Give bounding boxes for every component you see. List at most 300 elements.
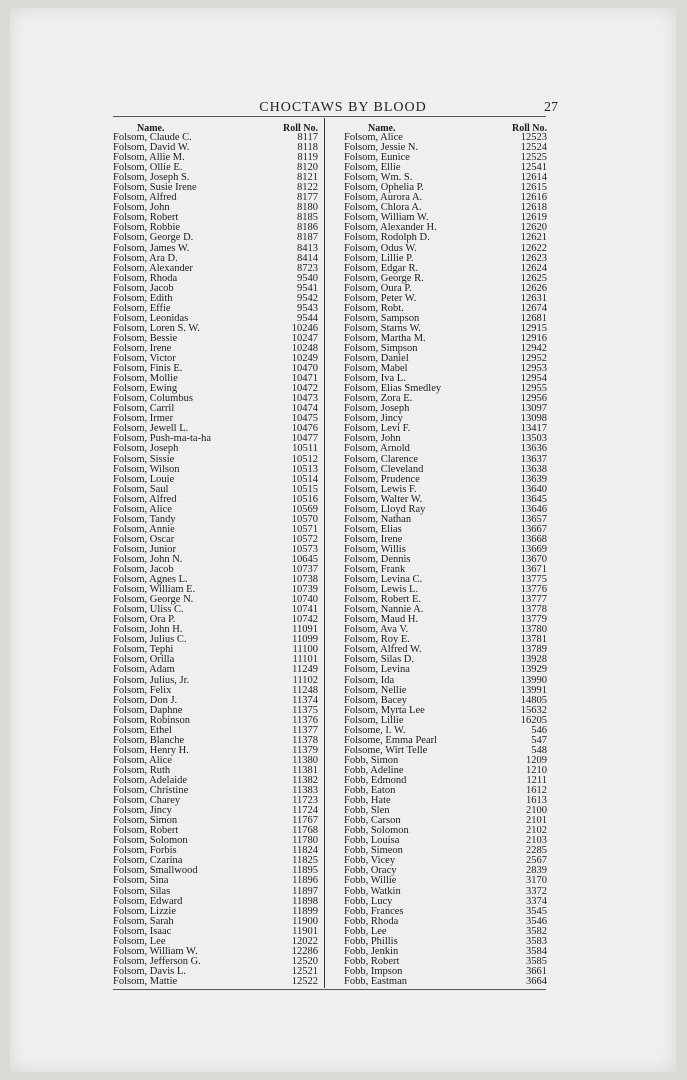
person-name: Folsom, George R.	[344, 272, 424, 284]
person-name: Folsom, Julius, Jr.	[113, 674, 190, 686]
roll-number: 546	[531, 724, 547, 736]
roll-number: 16205	[520, 714, 547, 726]
person-name: Folsom, Nathan	[344, 513, 412, 525]
list-item	[113, 977, 320, 987]
roll-number: 12619	[520, 212, 547, 224]
roll-number: 13780	[520, 624, 547, 636]
person-name: Folsom, Roy E.	[344, 634, 410, 646]
roll-number: 13636	[520, 443, 547, 455]
roll-number: 10570	[291, 513, 318, 525]
roll-number: 11249	[292, 664, 318, 676]
roll-number: 1211	[526, 775, 547, 786]
roll-number: 3545	[526, 905, 547, 917]
roll-number: 10249	[291, 353, 318, 365]
person-name: Folsom, Maud H.	[344, 614, 419, 626]
roll-number: 12942	[520, 342, 547, 354]
person-name: Folsom, Lillie P.	[344, 252, 414, 264]
roll-number: 11379	[292, 744, 318, 756]
roll-number: 3582	[526, 925, 547, 937]
person-name: Folsom, Eunice	[344, 152, 410, 164]
roll-number: 3585	[526, 955, 547, 967]
roll-header: Roll No.	[512, 123, 547, 134]
roll-number: 12623	[520, 252, 547, 264]
person-name: Folsom, Prudence	[344, 473, 420, 485]
person-name: Folsom, Ora P.	[113, 614, 176, 626]
roll-number: 12522	[291, 975, 318, 987]
roll-number: 10472	[291, 383, 318, 395]
roll-number: 13097	[520, 403, 547, 415]
person-name: Folsom, Tandy	[113, 513, 176, 525]
person-name: Folsom, Joseph	[344, 403, 410, 415]
roll-number: 10515	[291, 483, 318, 495]
person-name: Folsom, Levina C.	[344, 574, 423, 586]
person-name: Folsom, Orilla	[113, 654, 175, 666]
person-name: Folsom, David W.	[113, 142, 190, 154]
roll-number: 2101	[526, 815, 547, 827]
roll-number: 8180	[297, 202, 318, 214]
name-header: Name.	[137, 123, 165, 134]
right-roll-list	[344, 133, 549, 987]
person-name: Folsom, Ruth	[113, 764, 171, 776]
roll-number: 8121	[297, 172, 318, 184]
roll-number: 1210	[526, 764, 547, 776]
person-name: Fobb, Phillis	[344, 935, 398, 947]
roll-number: 11375	[292, 704, 318, 716]
roll-number: 11383	[292, 785, 318, 797]
person-name: Folsom, John N.	[113, 553, 183, 565]
roll-number: 12681	[520, 312, 547, 324]
roll-number: 3661	[526, 965, 547, 977]
person-name: Folsom, Solomon	[113, 835, 188, 847]
person-name: Folsom, Alexander	[113, 262, 193, 274]
list-item	[344, 233, 549, 243]
roll-number: 13637	[520, 453, 547, 465]
roll-number: 12286	[291, 945, 318, 957]
person-name: Folsom, Oscar	[113, 533, 175, 545]
roll-number: 11724	[292, 805, 318, 817]
roll-number: 11378	[292, 734, 318, 746]
person-name: Folsom, Bacey	[344, 694, 407, 706]
person-name: Folsom, Carril	[113, 403, 175, 415]
roll-number: 2102	[526, 825, 547, 837]
person-name: Folsom, Simpson	[344, 342, 418, 354]
person-name: Folsome, Wirt Telle	[344, 744, 428, 756]
roll-number: 11767	[292, 815, 318, 827]
roll-number: 13669	[520, 543, 547, 555]
person-name: Folsom, Nannie A.	[344, 604, 424, 616]
roll-number: 10516	[291, 493, 318, 505]
roll-number: 9543	[297, 302, 318, 314]
person-name: Folsom, Forbis	[113, 845, 177, 857]
person-name: Folsom, Sina	[113, 875, 169, 887]
person-name: Folsom, Jacob	[113, 564, 174, 576]
person-name: Fobb, Jenkin	[344, 945, 399, 957]
bottom-rule	[113, 989, 546, 990]
roll-number: 10572	[291, 533, 318, 545]
person-name: Fobb, Robert	[344, 955, 400, 967]
person-name: Folsom, Rodolph D.	[344, 232, 430, 244]
roll-number: 11091	[292, 624, 318, 636]
person-name: Folsom, Daphne	[113, 704, 183, 716]
roll-number: 12956	[520, 393, 547, 405]
person-name: Fobb, Vicey	[344, 855, 396, 867]
person-name: Folsom, Alice	[344, 132, 403, 143]
roll-number: 11382	[292, 775, 318, 786]
roll-number: 3170	[526, 875, 547, 887]
person-name: Folsom, Felix	[113, 684, 172, 696]
person-name: Folsom, Charey	[113, 795, 181, 807]
person-name: Folsom, Lloyd Ray	[344, 503, 426, 515]
roll-number: 10512	[291, 453, 318, 465]
roll-number: 11895	[292, 865, 318, 877]
roll-number: 2100	[526, 805, 547, 817]
roll-number: 11100	[292, 644, 318, 656]
roll-number: 12674	[520, 302, 547, 314]
person-name: Folsom, Mabel	[344, 363, 408, 375]
roll-number: 13667	[520, 523, 547, 535]
person-name: Folsom, Willis	[344, 543, 406, 555]
roll-number: 10246	[291, 322, 318, 334]
roll-number: 12525	[520, 152, 547, 164]
roll-number: 3583	[526, 935, 547, 947]
roll-number: 11780	[292, 835, 318, 847]
person-name: Fobb, Frances	[344, 905, 404, 917]
roll-number: 10477	[291, 433, 318, 445]
roll-number: 11376	[292, 714, 318, 726]
roll-number: 12622	[520, 242, 547, 254]
person-name: Folsom, Agnes L.	[113, 574, 188, 586]
roll-number: 8187	[297, 232, 318, 244]
roll-number: 10739	[291, 584, 318, 596]
person-name: Folsom, Blanche	[113, 734, 185, 746]
roll-number: 11897	[292, 885, 318, 897]
roll-number: 3664	[526, 975, 547, 987]
roll-number: 13775	[520, 574, 547, 586]
person-name: Folsom, George D.	[113, 232, 194, 244]
roll-number: 10475	[291, 413, 318, 425]
person-name: Fobb, Simeon	[344, 845, 403, 857]
person-name: Folsom, Edgar R.	[344, 262, 419, 274]
page-number: 27	[544, 100, 558, 115]
right-column	[344, 123, 549, 987]
person-name: Folsom, Odus W.	[344, 242, 417, 254]
roll-number: 11896	[292, 875, 318, 887]
person-name: Folsom, Irmer	[113, 413, 174, 425]
roll-number: 11102	[292, 674, 318, 686]
person-name: Folsom, Loren S. W.	[113, 322, 200, 334]
roll-number: 13639	[520, 473, 547, 485]
person-name: Folsom, Robert E.	[344, 594, 422, 606]
person-name: Folsom, Leonidas	[113, 312, 189, 324]
roll-number: 10474	[291, 403, 318, 415]
roll-number: 13670	[520, 553, 547, 565]
roll-number: 12614	[520, 172, 547, 184]
roll-number: 8413	[297, 242, 318, 254]
person-name: Folsom, Jessie N.	[344, 142, 419, 154]
roll-number: 8118	[297, 142, 318, 154]
person-name: Folsom, Adelaide	[113, 775, 188, 786]
roll-number: 547	[531, 734, 547, 746]
person-name: Folsom, Jacob	[113, 282, 174, 294]
roll-number: 10470	[291, 363, 318, 375]
document-page	[10, 8, 676, 1072]
person-name: Folsom, Victor	[113, 353, 176, 365]
person-name: Folsom, William W.	[344, 212, 429, 224]
person-name: Folsom, Lewis F.	[344, 483, 417, 495]
person-name: Folsom, Christine	[113, 785, 189, 797]
person-name: Folsom, Levina	[344, 664, 410, 676]
person-name: Folsom, Clarence	[344, 453, 419, 465]
roll-number: 12626	[520, 282, 547, 294]
person-name: Folsom, Allie M.	[113, 152, 185, 164]
person-name: Folsom, Ida	[344, 674, 395, 686]
person-name: Folsom, Robert	[113, 825, 179, 837]
person-name: Fobb, Lee	[344, 925, 387, 937]
person-name: Folsom, Mollie	[113, 373, 178, 385]
roll-number: 9540	[297, 272, 318, 284]
left-column	[113, 123, 320, 987]
person-name: Folsom, Alfred	[113, 493, 177, 505]
left-roll-list	[113, 133, 320, 987]
roll-number: 8177	[297, 192, 318, 204]
roll-number: 13990	[520, 674, 547, 686]
page-title: CHOCTAWS BY BLOOD	[259, 100, 427, 115]
roll-number: 10737	[291, 564, 318, 576]
column-divider	[324, 118, 325, 988]
roll-number: 13098	[520, 413, 547, 425]
person-name: Folsom, Jincy	[113, 805, 172, 817]
roll-number: 8119	[297, 152, 318, 164]
person-name: Fobb, Eastman	[344, 975, 407, 987]
person-name: Folsom, Lee	[113, 935, 166, 947]
person-name: Folsom, William E.	[113, 584, 196, 596]
person-name: Folsom, Sissie	[113, 453, 175, 465]
roll-number: 11899	[292, 905, 318, 917]
roll-number: 548	[531, 744, 547, 756]
person-name: Folsom, Aurora A.	[344, 192, 423, 204]
list-item	[344, 977, 549, 987]
person-name: Folsom, Elias	[344, 523, 402, 535]
person-name: Folsom, Daniel	[344, 353, 409, 365]
person-name: Folsom, Dennis	[344, 553, 411, 565]
person-name: Folsom, Annie	[113, 523, 175, 535]
roll-number: 12953	[520, 363, 547, 375]
roll-number: 10569	[291, 503, 318, 515]
roll-number: 1612	[526, 785, 547, 797]
roll-number: 11380	[292, 754, 318, 766]
person-name: Folsom, Junior	[113, 543, 177, 555]
roll-number: 8122	[297, 182, 318, 194]
roll-number: 10473	[291, 393, 318, 405]
person-name: Folsom, Ewing	[113, 383, 178, 395]
person-name: Folsom, Chlora A.	[344, 202, 422, 214]
person-name: Folsom, Myrta Lee	[344, 704, 425, 716]
roll-number: 2103	[526, 835, 547, 847]
roll-number: 12618	[520, 202, 547, 214]
person-name: Folsom, Sarah	[113, 915, 174, 927]
person-name: Folsom, Robt.	[344, 302, 404, 314]
roll-number: 10738	[291, 574, 318, 586]
roll-number: 3584	[526, 945, 547, 957]
roll-number: 8186	[297, 222, 318, 234]
person-name: Folsom, Czarina	[113, 855, 183, 867]
person-name: Fobb, Adeline	[344, 764, 404, 776]
roll-number: 1209	[526, 754, 547, 766]
person-name: Folsom, Starns W.	[344, 322, 422, 334]
roll-number: 12954	[520, 373, 547, 385]
roll-number: 13646	[520, 503, 547, 515]
person-name: Folsom, Jincy	[344, 413, 403, 425]
person-name: Fobb, Solomon	[344, 825, 409, 837]
roll-number: 10741	[291, 604, 318, 616]
person-name: Folsom, Columbus	[113, 393, 193, 405]
roll-number: 11377	[292, 724, 318, 736]
person-name: Folsom, Saul	[113, 483, 169, 495]
person-name: Folsom, John	[344, 433, 401, 445]
person-name: Folsom, Ollie E.	[113, 162, 183, 174]
person-name: Folsom, Jewell L.	[113, 423, 189, 435]
roll-number: 12541	[520, 162, 547, 174]
roll-number: 11824	[292, 845, 318, 857]
person-name: Folsom, Robert	[113, 212, 179, 224]
person-name: Folsom, Silas	[113, 885, 171, 897]
person-name: Folsom, James W.	[113, 242, 190, 254]
roll-number: 13503	[520, 433, 547, 445]
person-name: Folsom, Silas D.	[344, 654, 415, 666]
roll-number: 2839	[526, 865, 547, 877]
roll-number: 9542	[297, 292, 318, 304]
roll-number: 13929	[520, 664, 547, 676]
person-name: Folsom, Irene	[113, 342, 172, 354]
roll-number: 3374	[526, 895, 547, 907]
person-name: Folsom, George N.	[113, 594, 194, 606]
roll-number: 13776	[520, 584, 547, 596]
person-name: Folsom, Alice	[113, 754, 172, 766]
roll-number: 12625	[520, 272, 547, 284]
person-name: Fobb, Lucy	[344, 895, 393, 907]
person-name: Folsom, Alfred W.	[344, 644, 422, 656]
person-name: Folsom, Wilson	[113, 463, 180, 475]
person-name: Folsom, Frank	[344, 564, 406, 576]
roll-number: 11374	[292, 694, 318, 706]
person-name: Folsom, Ophelia P.	[344, 182, 424, 194]
person-name: Folsom, Claude C.	[113, 132, 192, 143]
person-name: Folsom, Louie	[113, 473, 175, 485]
person-name: Folsom, Bessie	[113, 332, 178, 344]
roll-header: Roll No.	[283, 123, 318, 134]
roll-number: 12620	[520, 222, 547, 234]
roll-number: 12955	[520, 383, 547, 395]
roll-number: 8723	[297, 262, 318, 274]
roll-number: 12624	[520, 262, 547, 274]
person-name: Folsom, Zora E.	[344, 393, 413, 405]
roll-number: 12520	[291, 955, 318, 967]
person-name: Fobb, Simon	[344, 754, 399, 766]
person-name: Folsom, Martha M.	[344, 332, 426, 344]
person-name: Folsom, Peter W.	[344, 292, 417, 304]
person-name: Folsom, Adam	[113, 664, 175, 676]
person-name: Folsom, Lewis L.	[344, 584, 419, 596]
person-name: Folsom, Irene	[344, 533, 403, 545]
roll-number: 13991	[520, 684, 547, 696]
person-name: Fobb, Rhoda	[344, 915, 399, 927]
roll-number: 1613	[526, 795, 547, 807]
roll-number: 12524	[520, 142, 547, 154]
roll-number: 13781	[520, 634, 547, 646]
roll-number: 11248	[292, 684, 318, 696]
person-name: Folsom, Isaac	[113, 925, 172, 937]
person-name: Folsom, Don J.	[113, 694, 178, 706]
person-name: Folsom, Mattie	[113, 975, 178, 987]
person-name: Folsome, Emma Pearl	[344, 734, 438, 746]
person-name: Folsom, Edith	[113, 292, 173, 304]
person-name: Fobb, Watkin	[344, 885, 401, 897]
roll-number: 11099	[292, 634, 318, 646]
roll-number: 13638	[520, 463, 547, 475]
person-name: Folsom, Robinson	[113, 714, 191, 726]
person-name: Folsom, John	[113, 202, 170, 214]
person-name: Folsom, Finis E.	[113, 363, 183, 375]
person-name: Folsom, Ethel	[113, 724, 172, 736]
roll-number: 13417	[520, 423, 547, 435]
list-item	[113, 444, 320, 454]
person-name: Folsome, I. W.	[344, 724, 406, 736]
name-header: Name.	[368, 123, 396, 134]
roll-number: 3372	[526, 885, 547, 897]
roll-number: 13657	[520, 513, 547, 525]
roll-number: 13640	[520, 483, 547, 495]
person-name: Folsom, Ellie	[344, 162, 401, 174]
roll-number: 13928	[520, 654, 547, 666]
person-name: Folsom, William W.	[113, 945, 198, 957]
roll-number: 13778	[520, 604, 547, 616]
roll-number: 10476	[291, 423, 318, 435]
roll-number: 10471	[291, 373, 318, 385]
person-name: Folsom, Alexander H.	[344, 222, 437, 234]
roll-number: 10573	[291, 543, 318, 555]
list-item	[344, 876, 549, 886]
roll-number: 14805	[520, 694, 547, 706]
roll-number: 9544	[297, 312, 318, 324]
person-name: Folsom, Davis L.	[113, 965, 186, 977]
person-name: Fobb, Impson	[344, 965, 403, 977]
roll-number: 13645	[520, 493, 547, 505]
person-name: Fobb, Hate	[344, 795, 391, 807]
roll-number: 15632	[520, 704, 547, 716]
roll-number: 13668	[520, 533, 547, 545]
person-name: Folsom, Julius C.	[113, 634, 187, 646]
roll-number: 2285	[526, 845, 547, 857]
roll-number: 13789	[520, 644, 547, 656]
list-item	[344, 444, 549, 454]
roll-number: 12521	[291, 965, 318, 977]
person-name: Folsom, Rhoda	[113, 272, 178, 284]
person-name: Fobb, Slen	[344, 805, 390, 817]
person-name: Folsom, Ava V.	[344, 624, 409, 636]
roll-number: 10513	[291, 463, 318, 475]
person-name: Fobb, Carson	[344, 815, 401, 827]
person-name: Folsom, Nellie	[344, 684, 407, 696]
roll-number: 11898	[292, 895, 318, 907]
person-name: Folsom, Jefferson G.	[113, 955, 201, 967]
person-name: Folsom, Joseph S.	[113, 172, 190, 184]
roll-number: 12915	[520, 322, 547, 334]
person-name: Folsom, Robbie	[113, 222, 181, 234]
person-name: Folsom, Ara D.	[113, 252, 178, 264]
roll-number: 10645	[291, 553, 318, 565]
roll-number: 11723	[292, 795, 318, 807]
roll-number: 12523	[520, 132, 547, 143]
